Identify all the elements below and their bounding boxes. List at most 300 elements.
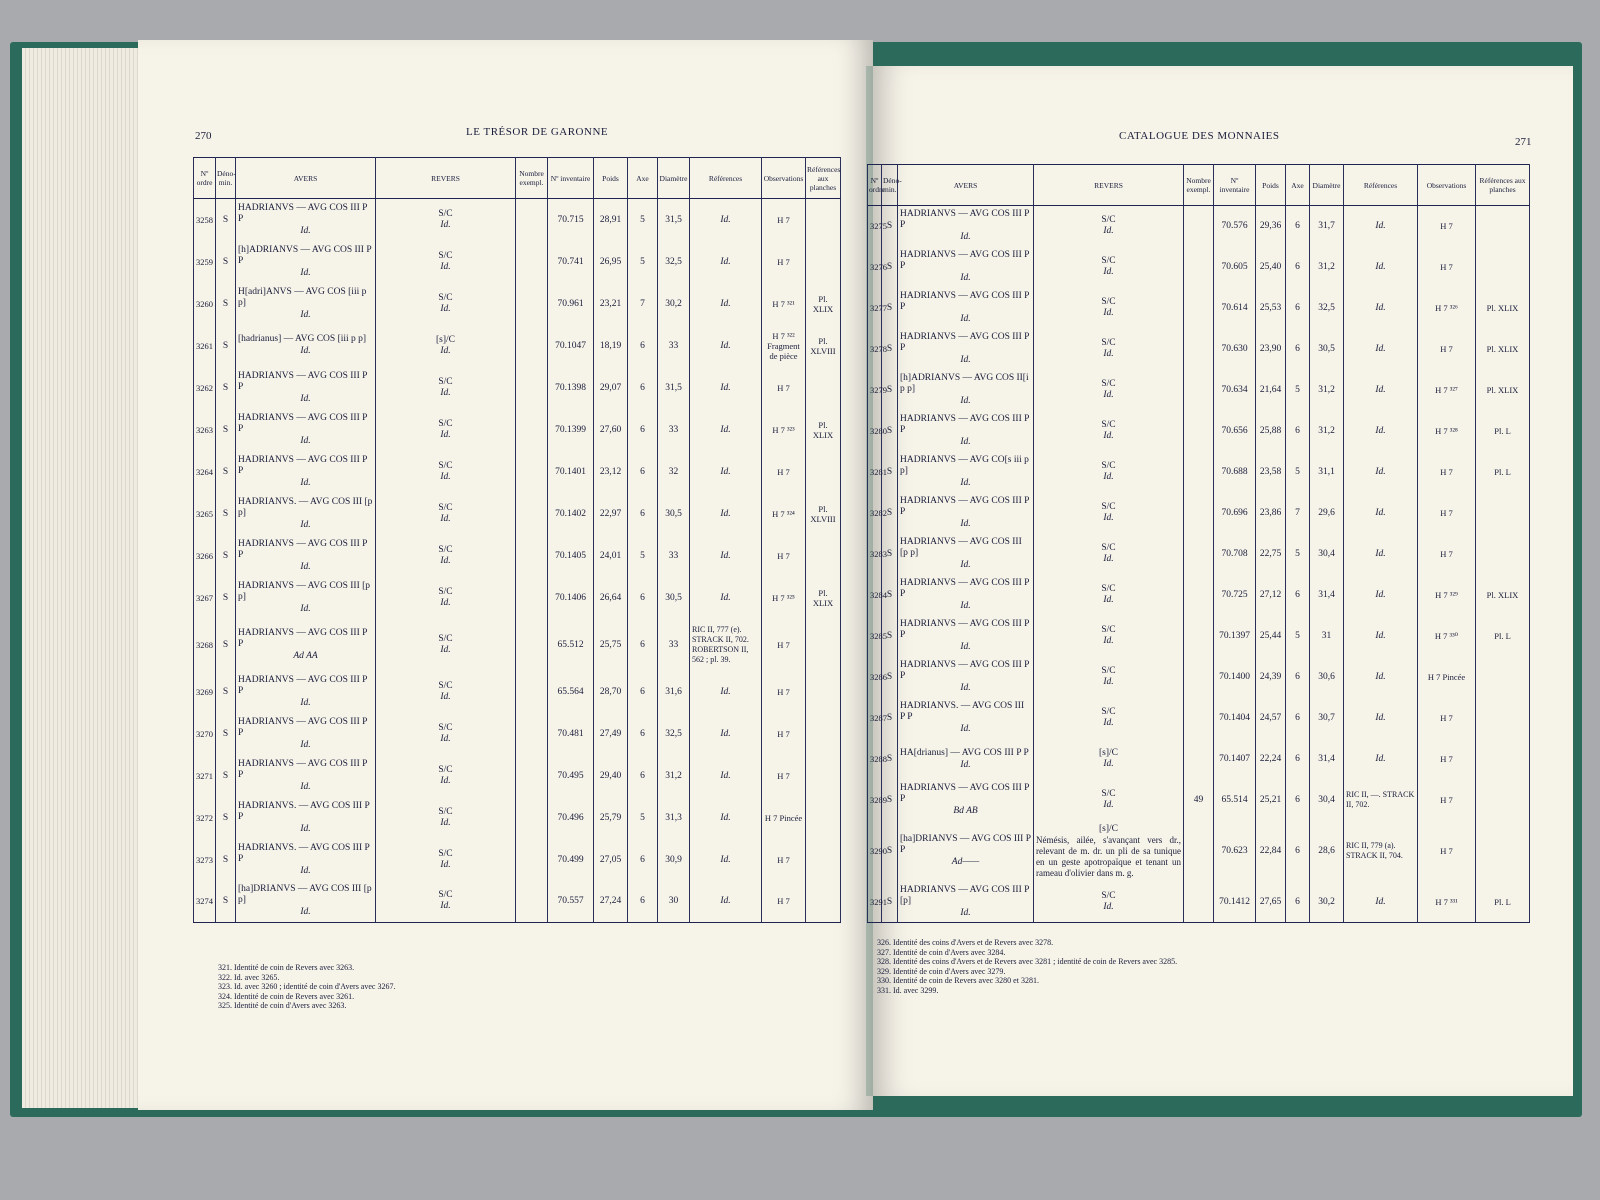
axe-cell: 6 (628, 577, 658, 619)
nombre-cell (1184, 821, 1214, 882)
planches-cell: Pl. XLVIII (806, 325, 841, 367)
denomination-cell: S (882, 882, 898, 923)
planches-cell: Pl. XLIX (1476, 575, 1530, 616)
observations-cell: H 7 ³²² Fragment de pièce (762, 325, 806, 367)
nombre-cell (516, 535, 548, 577)
revers-cell (1034, 575, 1184, 616)
avers-cell (898, 657, 1034, 698)
inventaire-cell: 70.1400 (1214, 657, 1256, 698)
observations-cell: H 7 ³²⁶ (1418, 288, 1476, 329)
references-cell: Id. (1344, 411, 1418, 452)
avers-type: Id. (960, 273, 971, 283)
nombre-cell (516, 367, 548, 409)
axe-cell: 6 (1286, 739, 1310, 780)
observations-cell: H 7 (762, 241, 806, 283)
nombre-cell (516, 283, 548, 325)
references-cell: Id. (690, 839, 762, 881)
revers-legend: S/C (1101, 707, 1116, 717)
footnotes (877, 938, 1177, 995)
planches-cell: Pl. XLVIII (806, 493, 841, 535)
avers-legend: HADRIANVS — AVG COS III P P (900, 578, 1030, 599)
avers-type: Id. (300, 739, 311, 750)
footnote: 331. Id. avec 3299. (877, 985, 939, 995)
avers-legend: HADRIANVS — AVG COS III P P (238, 454, 368, 476)
denomination-cell: S (882, 739, 898, 780)
inventaire-cell: 70.1405 (548, 535, 594, 577)
axe-cell: 6 (1286, 821, 1310, 882)
ordre-cell: 3263 (194, 409, 216, 451)
table-row (868, 575, 1530, 616)
nombre-cell (1184, 698, 1214, 739)
revers-type: Id. (1103, 431, 1114, 441)
diametre-cell: 30,4 (1310, 534, 1344, 575)
planches-cell (1476, 821, 1530, 882)
axe-cell: 5 (628, 199, 658, 241)
ordre-cell: 3270 (194, 713, 216, 755)
references-cell: Id. (690, 493, 762, 535)
revers-type: Id. (440, 261, 451, 272)
revers-cell (376, 577, 516, 619)
nombre-cell: 49 (1184, 780, 1214, 821)
avers-legend: HA[drianus] — AVG COS III P P (900, 747, 1029, 758)
footnote: 322. Id. avec 3265. (218, 972, 280, 982)
revers-cell (376, 535, 516, 577)
ordre-cell: 3285 (868, 616, 882, 657)
revers-legend: S/C (1101, 379, 1116, 389)
references-cell: Id. (1344, 247, 1418, 288)
nombre-cell (516, 577, 548, 619)
references-cell: Id. (690, 199, 762, 241)
revers-type: Id. (1103, 226, 1114, 237)
inventaire-cell: 70.576 (1214, 206, 1256, 247)
column-header: REVERS (376, 158, 516, 199)
table-row (868, 206, 1530, 247)
inventaire-cell: 70.1401 (548, 451, 594, 493)
column-header: Observations (1418, 165, 1476, 206)
table-row (194, 241, 841, 283)
diametre-cell: 30,2 (658, 283, 690, 325)
catalogue-table (867, 164, 1530, 923)
observations-cell: H 7 ³³⁰ (1418, 616, 1476, 657)
planches-cell: Pl. XLIX (806, 577, 841, 619)
axe-cell: 5 (1286, 534, 1310, 575)
avers-cell (236, 839, 376, 881)
poids-cell: 25,79 (594, 797, 628, 839)
diametre-cell: 31,2 (658, 755, 690, 797)
inventaire-cell: 70.741 (548, 241, 594, 283)
revers-type: Id. (1103, 390, 1114, 400)
avers-legend: HADRIANVS — AVG COS III P P (900, 783, 1030, 804)
inventaire-cell: 70.1397 (1214, 616, 1256, 657)
revers-legend: S/C (438, 208, 453, 219)
poids-cell: 29,07 (594, 367, 628, 409)
revers-cell (1034, 534, 1184, 575)
denomination-cell: S (882, 821, 898, 882)
table-row (194, 535, 841, 577)
footnote: 328. Identité des coins d'Avers et de Revers avec 3281 ; identité de coin de Revers avec 3285. (877, 957, 1178, 966)
denomination-cell: S (882, 780, 898, 821)
observations-cell: H 7 (762, 713, 806, 755)
avers-legend: HADRIANVS — AVG CO[s iii p p] (900, 455, 1029, 476)
poids-cell: 25,75 (594, 619, 628, 671)
denomination-cell: S (216, 713, 236, 755)
inventaire-cell: 70.481 (548, 713, 594, 755)
references-cell: Id. (690, 409, 762, 451)
table-row (868, 534, 1530, 575)
avers-cell (898, 575, 1034, 616)
planches-cell (1476, 698, 1530, 739)
axe-cell: 6 (1286, 288, 1310, 329)
inventaire-cell: 70.725 (1214, 575, 1256, 616)
revers-cell (1034, 411, 1184, 452)
axe-cell: 6 (1286, 657, 1310, 698)
poids-cell: 27,60 (594, 409, 628, 451)
denomination-cell: S (216, 839, 236, 881)
table-row (194, 409, 841, 451)
references-cell: Id. (690, 671, 762, 713)
avers-legend: HADRIANVS. — AVG COS III [p p] (238, 496, 373, 518)
revers-legend: S/C (1101, 297, 1116, 307)
inventaire-cell: 70.495 (548, 755, 594, 797)
observations-cell: H 7 (1418, 821, 1476, 882)
column-header: Axe (1286, 165, 1310, 206)
ordre-cell: 3281 (868, 452, 882, 493)
observations-cell: H 7 (762, 535, 806, 577)
revers-cell (1034, 329, 1184, 370)
denomination-cell: S (216, 881, 236, 923)
revers-legend: S/C (438, 680, 453, 691)
avers-legend: HADRIANVS — AVG COS III P P (238, 538, 368, 560)
avers-legend: [hadrianus] — AVG COS [iii p p] (238, 334, 367, 344)
revers-type: Id. (1103, 759, 1114, 769)
table-row (194, 839, 841, 881)
revers-cell (376, 367, 516, 409)
avers-type: Id. (300, 697, 311, 708)
revers-type: Id. (440, 691, 451, 702)
axe-cell: 6 (1286, 206, 1310, 247)
axe-cell: 6 (628, 493, 658, 535)
revers-cell (1034, 206, 1184, 247)
diametre-cell: 31,1 (1310, 452, 1344, 493)
observations-cell: H 7 (762, 199, 806, 241)
revers-cell (376, 451, 516, 493)
revers-cell (1034, 821, 1184, 882)
planches-cell (806, 713, 841, 755)
avers-legend: HADRIANVS. — AVG COS III P P (900, 701, 1025, 722)
revers-type: Id. (1103, 800, 1114, 810)
revers-legend: S/C (438, 722, 453, 733)
poids-cell: 27,12 (1256, 575, 1286, 616)
avers-cell (236, 713, 376, 755)
avers-cell (898, 411, 1034, 452)
column-header: Diamètre (658, 158, 690, 199)
revers-cell (1034, 493, 1184, 534)
revers-cell (1034, 780, 1184, 821)
revers-cell (376, 283, 516, 325)
references-cell: Id. (690, 577, 762, 619)
observations-cell: H 7 ³²⁸ (1418, 411, 1476, 452)
column-header: Nº inventaire (548, 158, 594, 199)
planches-cell (806, 671, 841, 713)
diametre-cell: 30 (658, 881, 690, 923)
observations-cell: H 7 ³²¹ (762, 283, 806, 325)
ordre-cell: 3262 (194, 367, 216, 409)
avers-cell (236, 283, 376, 325)
axe-cell: 6 (628, 325, 658, 367)
revers-type: Id. (440, 775, 451, 786)
poids-cell: 24,39 (1256, 657, 1286, 698)
footnote: 330. Identité de coin de Revers avec 3280 et 3281. (877, 976, 1039, 985)
poids-cell: 26,95 (594, 241, 628, 283)
running-head: LE TRÉSOR DE GARONNE (466, 126, 609, 138)
avers-cell (236, 493, 376, 535)
inventaire-cell: 70.630 (1214, 329, 1256, 370)
revers-legend: S/C (1101, 666, 1116, 676)
denomination-cell: S (216, 451, 236, 493)
planches-cell (806, 241, 841, 283)
revers-type: Id. (1103, 308, 1114, 318)
poids-cell: 21,64 (1256, 370, 1286, 411)
revers-type: Id. (440, 429, 451, 440)
revers-type: Id. (1103, 513, 1114, 523)
axe-cell: 5 (1286, 452, 1310, 493)
nombre-cell (1184, 739, 1214, 780)
revers-cell (376, 409, 516, 451)
avers-legend: HADRIANVS — AVG COS III P P (238, 716, 368, 738)
ordre-cell: 3268 (194, 619, 216, 671)
revers-legend: S/C (1101, 502, 1116, 512)
revers-legend: S/C (1101, 625, 1116, 635)
ordre-cell: 3269 (194, 671, 216, 713)
column-header: Références (690, 158, 762, 199)
avers-cell (236, 451, 376, 493)
diametre-cell: 33 (658, 325, 690, 367)
avers-cell (236, 671, 376, 713)
observations-cell: H 7 ³²⁷ (1418, 370, 1476, 411)
avers-cell (898, 206, 1034, 247)
denomination-cell: S (216, 671, 236, 713)
avers-type: Id. (960, 437, 971, 447)
avers-cell (236, 409, 376, 451)
denomination-cell: S (216, 283, 236, 325)
axe-cell: 6 (628, 409, 658, 451)
ordre-cell: 3276 (868, 247, 882, 288)
left-page (138, 40, 873, 1110)
avers-legend: HADRIANVS — AVG COS III P P (900, 291, 1030, 312)
revers-type: Id. (1103, 472, 1114, 482)
ordre-cell: 3272 (194, 797, 216, 839)
planches-cell (806, 881, 841, 923)
table-row (194, 367, 841, 409)
planches-cell (806, 535, 841, 577)
avers-legend: HADRIANVS — AVG COS III P P (900, 414, 1030, 435)
avers-cell (898, 247, 1034, 288)
denomination-cell: S (216, 493, 236, 535)
denomination-cell: S (882, 657, 898, 698)
avers-type: Id. (300, 393, 311, 404)
inventaire-cell: 65.512 (548, 619, 594, 671)
revers-legend: [s]/C (1099, 748, 1118, 758)
inventaire-cell: 70.688 (1214, 452, 1256, 493)
planches-cell (1476, 206, 1530, 247)
poids-cell: 23,86 (1256, 493, 1286, 534)
inventaire-cell: 70.961 (548, 283, 594, 325)
denomination-cell: S (882, 452, 898, 493)
avers-type: Ad—— (951, 857, 980, 867)
ordre-cell: 3266 (194, 535, 216, 577)
revers-legend: S/C (438, 890, 453, 901)
planches-cell: Pl. L (1476, 882, 1530, 923)
diametre-cell: 30,9 (658, 839, 690, 881)
avers-cell (236, 199, 376, 241)
poids-cell: 25,53 (1256, 288, 1286, 329)
planches-cell: Pl. XLIX (806, 409, 841, 451)
axe-cell: 6 (628, 367, 658, 409)
planches-cell (1476, 493, 1530, 534)
avers-legend: HADRIANVS — AVG COS III P P (238, 202, 368, 224)
inventaire-cell: 70.1047 (548, 325, 594, 367)
avers-type: Id. (300, 267, 311, 278)
diametre-cell: 31,2 (1310, 370, 1344, 411)
observations-cell: H 7 (762, 839, 806, 881)
column-header: Nº inventaire (1214, 165, 1256, 206)
observations-cell: H 7 (1418, 452, 1476, 493)
ordre-cell: 3282 (868, 493, 882, 534)
avers-legend: HADRIANVS — AVG COS III P P (900, 250, 1030, 271)
ordre-cell: 3279 (868, 370, 882, 411)
planches-cell (1476, 739, 1530, 780)
revers-cell (1034, 616, 1184, 657)
revers-cell (1034, 370, 1184, 411)
poids-cell: 25,44 (1256, 616, 1286, 657)
revers-legend: S/C (1101, 420, 1116, 430)
page-number: 270 (195, 130, 212, 142)
denomination-cell: S (216, 577, 236, 619)
table-row (194, 755, 841, 797)
avers-type: Id. (300, 519, 311, 530)
nombre-cell (1184, 493, 1214, 534)
diametre-cell: 31,5 (658, 367, 690, 409)
revers-cell (1034, 698, 1184, 739)
avers-cell (898, 534, 1034, 575)
revers-type: Id. (1103, 595, 1114, 605)
avers-legend: HADRIANVS — AVG COS III [p p] (900, 537, 1022, 558)
planches-cell (806, 367, 841, 409)
diametre-cell: 30,4 (1310, 780, 1344, 821)
footnote: 329. Identité de coin d'Avers avec 3279. (877, 966, 1006, 976)
inventaire-cell: 70.1404 (1214, 698, 1256, 739)
revers-type: Id. (440, 303, 451, 314)
diametre-cell: 31,7 (1310, 206, 1344, 247)
column-header: Nombre exempl. (516, 158, 548, 199)
avers-legend: HADRIANVS — AVG COS III P P (238, 370, 368, 392)
inventaire-cell: 70.1412 (1214, 882, 1256, 923)
ordre-cell: 3259 (194, 241, 216, 283)
ordre-cell: 3264 (194, 451, 216, 493)
revers-type: Id. (440, 387, 451, 398)
references-cell: Id. (1344, 698, 1418, 739)
table-row (194, 619, 841, 671)
nombre-cell (516, 713, 548, 755)
revers-type: Id. (440, 901, 451, 912)
references-cell: RIC II, 777 (e). STRACK II, 702. ROBERTSON II, 562 ; pl. 39. (690, 619, 762, 671)
avers-type: Id. (960, 232, 971, 243)
axe-cell: 6 (628, 619, 658, 671)
observations-cell: H 7 (1418, 780, 1476, 821)
poids-cell: 27,05 (594, 839, 628, 881)
poids-cell: 27,49 (594, 713, 628, 755)
avers-type: Id. (300, 225, 311, 236)
inventaire-cell: 70.634 (1214, 370, 1256, 411)
table-row (194, 881, 841, 923)
avers-cell (898, 739, 1034, 780)
nombre-cell (516, 325, 548, 367)
avers-cell (236, 619, 376, 671)
denomination-cell: S (216, 199, 236, 241)
denomination-cell: S (882, 329, 898, 370)
observations-cell: H 7 (762, 881, 806, 923)
table-row (194, 797, 841, 839)
references-cell: Id. (690, 797, 762, 839)
references-cell: RIC II, 779 (a). STRACK II, 704. (1344, 821, 1418, 882)
references-cell: Id. (690, 881, 762, 923)
poids-cell: 24,57 (1256, 698, 1286, 739)
planches-cell (1476, 780, 1530, 821)
revers-type: Id. (1103, 554, 1114, 564)
avers-cell (898, 821, 1034, 882)
axe-cell: 5 (628, 797, 658, 839)
references-cell: Id. (1344, 206, 1418, 247)
avers-cell (898, 698, 1034, 739)
nombre-cell (516, 493, 548, 535)
poids-cell: 23,90 (1256, 329, 1286, 370)
revers-type: Id. (440, 644, 451, 655)
avers-cell (236, 755, 376, 797)
poids-cell: 23,21 (594, 283, 628, 325)
avers-type: Id. (960, 683, 971, 693)
axe-cell: 6 (628, 713, 658, 755)
ordre-cell: 3258 (194, 199, 216, 241)
denomination-cell: S (882, 493, 898, 534)
poids-cell: 28,91 (594, 199, 628, 241)
inventaire-cell: 70.614 (1214, 288, 1256, 329)
diametre-cell: 31,2 (1310, 411, 1344, 452)
nombre-cell (516, 671, 548, 713)
denomination-cell: S (882, 411, 898, 452)
avers-legend: HADRIANVS — AVG COS III P P (900, 209, 1030, 231)
table-row (194, 577, 841, 619)
avers-type: Id. (960, 642, 971, 652)
revers-type: Id. (1103, 349, 1114, 359)
nombre-cell (1184, 575, 1214, 616)
avers-type: Id. (300, 477, 311, 488)
observations-cell: H 7 ³²⁴ (762, 493, 806, 535)
diametre-cell: 30,5 (1310, 329, 1344, 370)
nombre-cell (1184, 882, 1214, 923)
planches-cell (1476, 657, 1530, 698)
avers-cell (898, 493, 1034, 534)
column-header: Références aux planches (806, 158, 841, 199)
planches-cell: Pl. XLIX (1476, 370, 1530, 411)
ordre-cell: 3261 (194, 325, 216, 367)
observations-cell: H 7 (1418, 493, 1476, 534)
poids-cell: 25,21 (1256, 780, 1286, 821)
column-header: Déno-min. (216, 158, 236, 199)
avers-legend: HADRIANVS — AVG COS III P P (238, 412, 368, 434)
diametre-cell: 31,4 (1310, 739, 1344, 780)
references-cell: Id. (1344, 452, 1418, 493)
footnotes (218, 963, 395, 1011)
